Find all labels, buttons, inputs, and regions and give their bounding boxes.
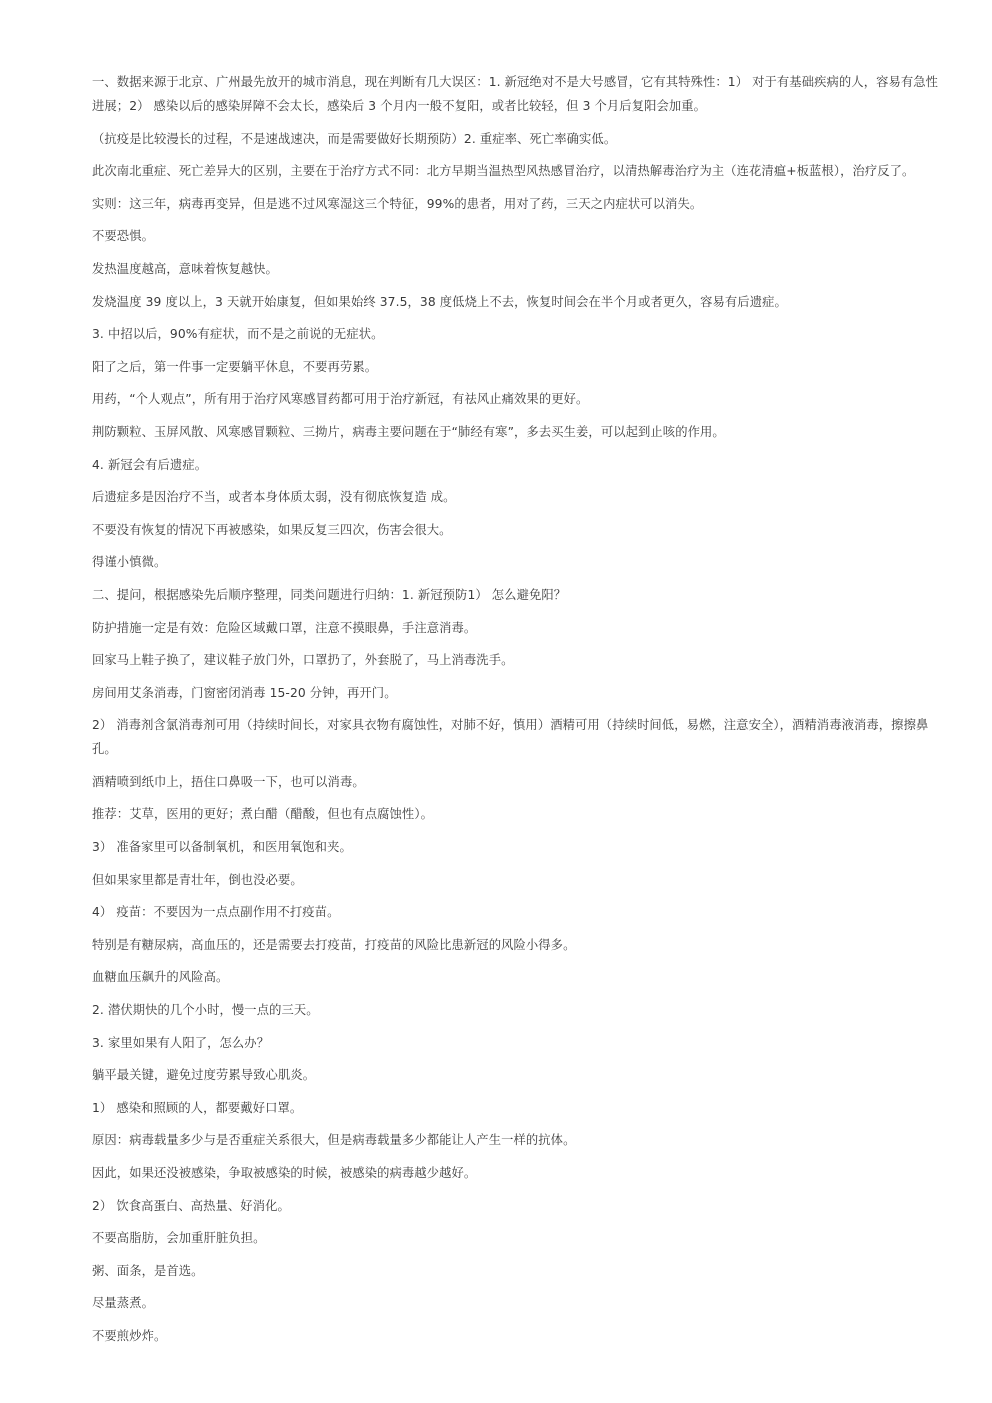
paragraph: 不要恐惧。 (92, 229, 154, 244)
paragraph: 3. 中招以后，90%有症状，而不是之前说的无症状。 (92, 327, 384, 342)
paragraph: 得谨小慎微。 (92, 555, 167, 570)
paragraph: 二、提问，根据感染先后顺序整理，同类问题进行归纳：1. 新冠预防1） 怎么避免阳？ (92, 587, 567, 602)
paragraph: 因此，如果还没被感染，争取被感染的时候，被感染的病毒越少越好。 (92, 1166, 477, 1180)
paragraph: 特别是有糖尿病，高血压的，还是需要去打疫苗，打疫苗的风险比患新冠的风险小得多。 (92, 937, 576, 952)
paragraph: 防护措施一定是有效：危险区域戴口罩，注意不摸眼鼻，手注意消毒。 (92, 620, 477, 635)
paragraph: 此次南北重症、死亡差异大的区别，主要在于治疗方式不同：北方早期当温热型风热感冒治疗，以清热解毒治疗为主（连花清瘟+板蓝根），治疗反了。 (92, 164, 915, 179)
paragraph: 酒精喷到纸巾上，捂住口鼻吸一下，也可以消毒。 (92, 774, 365, 789)
paragraph: 4. 新冠会有后遗症。 (92, 457, 208, 472)
paragraph: 一、数据来源于北京、广州最先放开的城市消息，现在判断有几大误区：1. 新冠绝对不是大号感冒，它有其特殊性：1） 对于有基础疾病的人，容易有急性进展；2） 感染以后的感染屏障不会太长，感染后 3 个月内一般不复阳，或者比较轻，但 3 个月后复阳会加重。 (92, 75, 939, 113)
paragraph: 尽量蒸煮。 (92, 1296, 154, 1311)
paragraph: 发烧温度 39 度以上，3 天就开始康复，但如果始终 37.5，38 度低烧上不去，恢复时间会在半个月或者更久，容易有后遗症。 (92, 294, 787, 309)
paragraph: 躺平最关键，避免过度劳累导致心肌炎。 (92, 1068, 316, 1083)
paragraph: （抗疫是比较漫长的过程，不是速战速决，而是需要做好长期预防）2. 重症率、死亡率确实低。 (92, 131, 617, 146)
paragraph: 不要高脂肪，会加重肝脏负担。 (92, 1231, 266, 1246)
paragraph: 后遗症多是因治疗不当，或者本身体质太弱，没有彻底恢复造 成。 (92, 490, 456, 505)
paragraph: 粥、面条，是首选。 (92, 1263, 204, 1278)
paragraph: 3. 家里如果有人阳了，怎么办？ (92, 1035, 270, 1050)
paragraph: 2. 潜伏期快的几个小时，慢一点的三天。 (92, 1003, 319, 1018)
paragraph: 3） 准备家里可以备制氧机，和医用氧饱和夹。 (92, 840, 352, 855)
paragraph: 不要煎炒炸。 (92, 1328, 167, 1343)
paragraph: 荆防颗粒、玉屏风散、风寒感冒颗粒、三拗片，病毒主要问题在于“肺经有寒”，多去买生姜，可以起到止咳的作用。 (92, 424, 725, 439)
paragraph: 推荐：艾草，医用的更好；煮白醋（醋酸，但也有点腐蚀性）。 (92, 807, 433, 822)
paragraph: 阳了之后，第一件事一定要躺平休息，不要再劳累。 (92, 359, 378, 374)
paragraph: 发热温度越高，意味着恢复越快。 (92, 261, 278, 276)
paragraph: 原因：病毒载量多少与是否重症关系很大，但是病毒载量多少都能让人产生一样的抗体。 (92, 1133, 576, 1148)
paragraph: 但如果家里都是青壮年，倒也没必要。 (92, 872, 303, 887)
paragraph: 2） 消毒剂含氯消毒剂可用（持续时间长，对家具衣物有腐蚀性，对肺不好，慎用）酒精可用（持续时间低，易燃，注意安全），酒精消毒液消毒，擦擦鼻孔。 (92, 718, 929, 757)
paragraph: 房间用艾条消毒，门窗密闭消毒 15-20 分钟，再开门。 (92, 685, 397, 700)
paragraph: 实则：这三年，病毒再变异，但是逃不过风寒湿这三个特征，99%的患者，用对了药，三天之内症状可以消失。 (92, 196, 703, 211)
paragraph: 不要没有恢复的情况下再被感染，如果反复三四次，伤害会很大。 (92, 522, 452, 537)
paragraph: 用药，“个人观点”，所有用于治疗风寒感冒药都可用于治疗新冠，有祛风止痛效果的更好。 (92, 392, 589, 407)
paragraph: 4） 疫苗：不要因为一点点副作用不打疫苗。 (92, 905, 340, 920)
paragraph: 2） 饮食高蛋白、高热量、好消化。 (92, 1198, 290, 1213)
paragraph: 1） 感染和照顾的人，都要戴好口罩。 (92, 1100, 303, 1115)
document-body (92, 70, 944, 1357)
paragraph: 血糖血压飙升的风险高。 (92, 970, 229, 985)
paragraph: 回家马上鞋子换了，建议鞋子放门外，口罩扔了，外套脱了，马上消毒洗手。 (92, 653, 514, 668)
